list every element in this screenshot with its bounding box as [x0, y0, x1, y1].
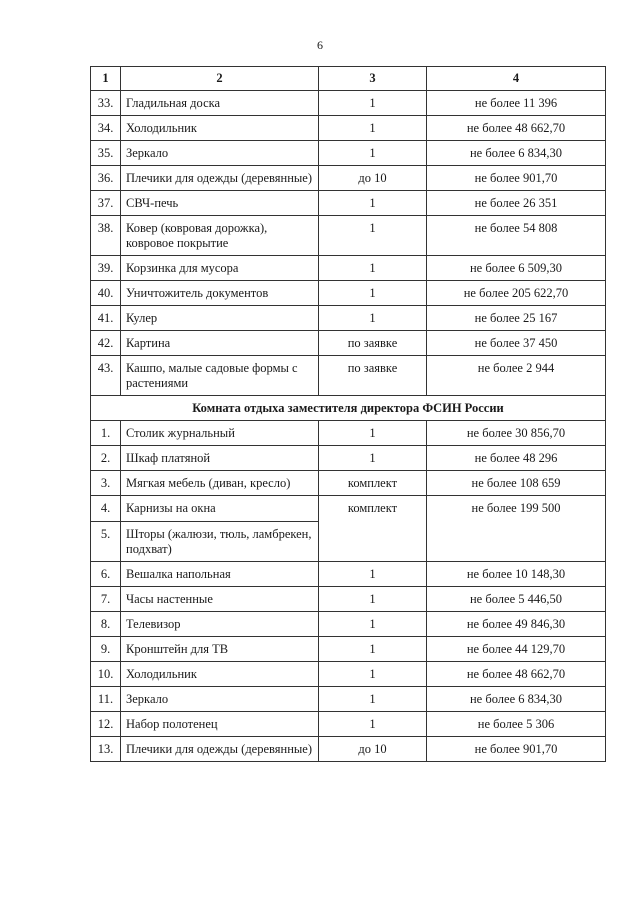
item-name: Плечики для одежды (деревянные): [121, 737, 319, 762]
item-price: не более 901,70: [427, 166, 606, 191]
item-name: Уничтожитель документов: [121, 281, 319, 306]
item-name: Плечики для одежды (деревянные): [121, 166, 319, 191]
item-price: не более 10 148,30: [427, 562, 606, 587]
row-number: 42.: [91, 331, 121, 356]
table-row: [91, 91, 606, 116]
row-number: 11.: [91, 687, 121, 712]
item-name: Телевизор: [121, 612, 319, 637]
item-name: Столик журнальный: [121, 421, 319, 446]
item-quantity: 1: [319, 281, 427, 306]
row-number: 33.: [91, 91, 121, 116]
item-quantity: 1: [319, 191, 427, 216]
table-header-row: [91, 67, 606, 91]
row-number: 2.: [91, 446, 121, 471]
row-number: 36.: [91, 166, 121, 191]
item-price: не более 44 129,70: [427, 637, 606, 662]
item-quantity: 1: [319, 216, 427, 256]
item-quantity: 1: [319, 562, 427, 587]
table-row: [91, 637, 606, 662]
item-price: не более 6 834,30: [427, 687, 606, 712]
column-header: 2: [121, 67, 319, 91]
item-price: не более 6 509,30: [427, 256, 606, 281]
table-row: [91, 562, 606, 587]
table-row: [91, 281, 606, 306]
row-number: 35.: [91, 141, 121, 166]
item-quantity: 1: [319, 256, 427, 281]
column-header: 3: [319, 67, 427, 91]
item-price: не более 2 944: [427, 356, 606, 396]
row-number: 43.: [91, 356, 121, 396]
table-row: [91, 166, 606, 191]
item-name: Набор полотенец: [121, 712, 319, 737]
item-quantity: 1: [319, 662, 427, 687]
item-name: Кулер: [121, 306, 319, 331]
item-quantity: 1: [319, 637, 427, 662]
item-quantity: комплект: [319, 496, 427, 562]
table-row: [91, 116, 606, 141]
item-price: не более 901,70: [427, 737, 606, 762]
table-row: [91, 687, 606, 712]
item-name: Шкаф платяной: [121, 446, 319, 471]
row-number: 7.: [91, 587, 121, 612]
table-row: [91, 331, 606, 356]
table-row: [91, 587, 606, 612]
row-number: 40.: [91, 281, 121, 306]
item-price: не более 48 662,70: [427, 116, 606, 141]
item-quantity: 1: [319, 306, 427, 331]
item-name: СВЧ-печь: [121, 191, 319, 216]
table-row: [91, 712, 606, 737]
item-price: не более 199 500: [427, 496, 606, 562]
table-body-top: [91, 91, 606, 396]
table-body-mid: [91, 421, 606, 496]
item-quantity: до 10: [319, 166, 427, 191]
table-row: [91, 612, 606, 637]
table-row: [91, 306, 606, 331]
item-quantity: 1: [319, 141, 427, 166]
row-number: 39.: [91, 256, 121, 281]
item-price: не более 54 808: [427, 216, 606, 256]
item-price: не более 48 296: [427, 446, 606, 471]
row-number: 41.: [91, 306, 121, 331]
table-row: [91, 216, 606, 256]
item-quantity: комплект: [319, 471, 427, 496]
column-header: 1: [91, 67, 121, 91]
section-title: Комната отдыха заместителя директора ФСИН России: [91, 396, 606, 421]
table-row: [91, 737, 606, 762]
item-name: Зеркало: [121, 687, 319, 712]
table-row: [91, 141, 606, 166]
table-row: [91, 446, 606, 471]
table-row: [91, 356, 606, 396]
items-table: [90, 66, 606, 762]
item-quantity: по заявке: [319, 356, 427, 396]
table-row: [91, 421, 606, 446]
item-quantity: 1: [319, 612, 427, 637]
item-name: Зеркало: [121, 141, 319, 166]
item-quantity: 1: [319, 687, 427, 712]
item-quantity: до 10: [319, 737, 427, 762]
item-name: Ковер (ковровая дорожка), ковровое покрытие: [121, 216, 319, 256]
row-number: 4.: [91, 496, 121, 522]
item-name: Карнизы на окна: [121, 496, 319, 522]
item-price: не более 11 396: [427, 91, 606, 116]
item-name: Корзинка для мусора: [121, 256, 319, 281]
item-quantity: 1: [319, 587, 427, 612]
table-body-bottom: [91, 562, 606, 762]
item-name: Картина: [121, 331, 319, 356]
item-name: Холодильник: [121, 116, 319, 141]
row-number: 38.: [91, 216, 121, 256]
item-price: не более 25 167: [427, 306, 606, 331]
item-price: не более 205 622,70: [427, 281, 606, 306]
table-row: [91, 471, 606, 496]
row-number: 10.: [91, 662, 121, 687]
table-row: [91, 256, 606, 281]
section-header-row: [91, 396, 606, 421]
table-row: [91, 662, 606, 687]
row-number: 37.: [91, 191, 121, 216]
item-quantity: по заявке: [319, 331, 427, 356]
row-number: 1.: [91, 421, 121, 446]
row-number: 3.: [91, 471, 121, 496]
item-quantity: 1: [319, 91, 427, 116]
item-price: не более 37 450: [427, 331, 606, 356]
row-number: 9.: [91, 637, 121, 662]
item-price: не более 5 446,50: [427, 587, 606, 612]
item-quantity: 1: [319, 446, 427, 471]
column-header: 4: [427, 67, 606, 91]
page-number: 6: [317, 38, 323, 52]
item-name: Кронштейн для ТВ: [121, 637, 319, 662]
item-price: не более 48 662,70: [427, 662, 606, 687]
item-name: Вешалка напольная: [121, 562, 319, 587]
item-name: Гладильная доска: [121, 91, 319, 116]
item-price: не более 5 306: [427, 712, 606, 737]
row-number: 13.: [91, 737, 121, 762]
row-number: 6.: [91, 562, 121, 587]
item-name: Холодильник: [121, 662, 319, 687]
row-number: 5.: [91, 522, 121, 562]
item-name: Шторы (жалюзи, тюль, ламбрекен, подхват): [121, 522, 319, 562]
table-row: [91, 191, 606, 216]
item-price: не более 30 856,70: [427, 421, 606, 446]
item-quantity: 1: [319, 116, 427, 141]
item-price: не более 49 846,30: [427, 612, 606, 637]
table-row: [91, 496, 606, 522]
item-name: Часы настенные: [121, 587, 319, 612]
item-price: не более 108 659: [427, 471, 606, 496]
item-price: не более 6 834,30: [427, 141, 606, 166]
item-name: Мягкая мебель (диван, кресло): [121, 471, 319, 496]
row-number: 8.: [91, 612, 121, 637]
item-name: Кашпо, малые садовые формы с растениями: [121, 356, 319, 396]
item-quantity: 1: [319, 712, 427, 737]
row-number: 12.: [91, 712, 121, 737]
item-price: не более 26 351: [427, 191, 606, 216]
row-number: 34.: [91, 116, 121, 141]
item-quantity: 1: [319, 421, 427, 446]
